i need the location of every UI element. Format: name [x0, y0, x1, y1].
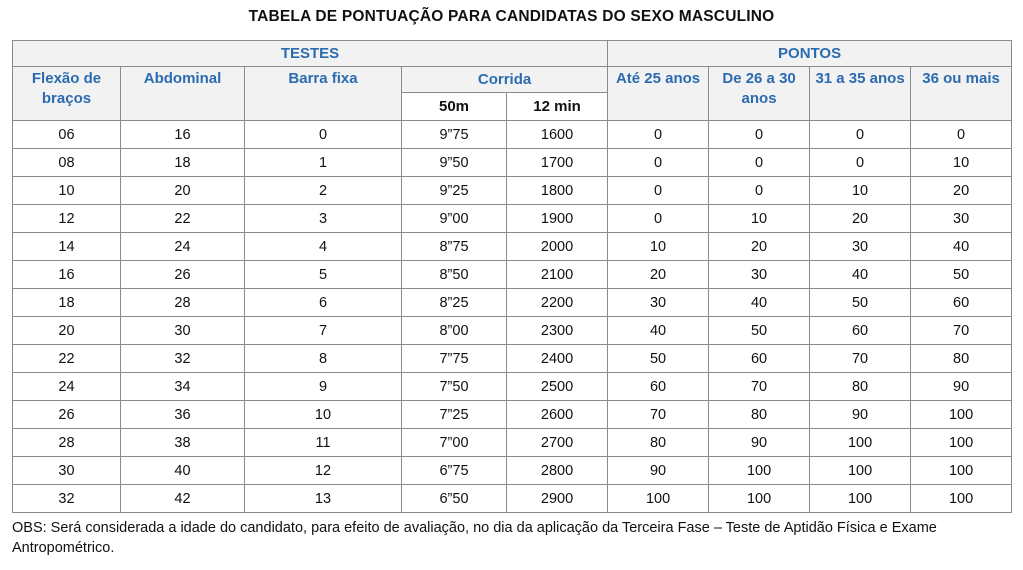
table-cell: 6: [245, 289, 402, 317]
table-cell: 9: [245, 373, 402, 401]
table-cell: 26: [121, 261, 245, 289]
table-cell: 2700: [507, 429, 608, 457]
table-cell: 10: [810, 177, 911, 205]
table-cell: 60: [709, 345, 810, 373]
table-cell: 70: [709, 373, 810, 401]
table-row: [13, 177, 1012, 205]
table-cell: 0: [709, 177, 810, 205]
table-cell: 16: [13, 261, 121, 289]
table-cell: 7”75: [402, 345, 507, 373]
table-cell: 2300: [507, 317, 608, 345]
table-cell: 20: [810, 205, 911, 233]
table-cell: 100: [911, 429, 1012, 457]
table-cell: 5: [245, 261, 402, 289]
table-cell: 60: [810, 317, 911, 345]
table-cell: 2: [245, 177, 402, 205]
table-cell: 70: [911, 317, 1012, 345]
table-cell: 8”25: [402, 289, 507, 317]
table-cell: 1600: [507, 121, 608, 149]
table-cell: 2400: [507, 345, 608, 373]
table-cell: 10: [608, 233, 709, 261]
table-cell: 10: [245, 401, 402, 429]
table-cell: 1900: [507, 205, 608, 233]
table-cell: 32: [121, 345, 245, 373]
table-row: [13, 429, 1012, 457]
table-row: [13, 233, 1012, 261]
table-cell: 9”75: [402, 121, 507, 149]
table-cell: 0: [608, 149, 709, 177]
header-ate-25: Até 25 anos: [608, 67, 709, 121]
table-cell: 50: [810, 289, 911, 317]
table-row: [13, 485, 1012, 513]
table-cell: 90: [709, 429, 810, 457]
table-cell: 22: [13, 345, 121, 373]
table-cell: 18: [13, 289, 121, 317]
table-cell: 0: [810, 149, 911, 177]
table-cell: 30: [608, 289, 709, 317]
table-cell: 50: [608, 345, 709, 373]
table-cell: 24: [13, 373, 121, 401]
table-cell: 20: [13, 317, 121, 345]
table-cell: 9”25: [402, 177, 507, 205]
table-cell: 100: [810, 457, 911, 485]
table-cell: 24: [121, 233, 245, 261]
table-cell: 30: [13, 457, 121, 485]
table-cell: 70: [810, 345, 911, 373]
header-flexao: Flexão de braços: [13, 67, 121, 121]
table-cell: 100: [911, 485, 1012, 513]
header-corrida-12min: 12 min: [507, 93, 608, 121]
table-row: [13, 345, 1012, 373]
table-cell: 8”50: [402, 261, 507, 289]
table-cell: 32: [13, 485, 121, 513]
table-cell: 60: [608, 373, 709, 401]
table-cell: 7”25: [402, 401, 507, 429]
table-cell: 12: [13, 205, 121, 233]
table-cell: 34: [121, 373, 245, 401]
table-cell: 90: [608, 457, 709, 485]
table-cell: 90: [911, 373, 1012, 401]
table-cell: 0: [608, 177, 709, 205]
header-26-a-30: De 26 a 30 anos: [709, 67, 810, 121]
table-cell: 06: [13, 121, 121, 149]
table-cell: 1800: [507, 177, 608, 205]
table-cell: 40: [810, 261, 911, 289]
table-cell: 2800: [507, 457, 608, 485]
header-abdominal: Abdominal: [121, 67, 245, 121]
table-row: [13, 149, 1012, 177]
table-cell: 2600: [507, 401, 608, 429]
table-cell: 50: [709, 317, 810, 345]
table-cell: 100: [709, 485, 810, 513]
header-pontos: PONTOS: [608, 41, 1012, 67]
table-cell: 28: [13, 429, 121, 457]
table-header: [13, 41, 1012, 121]
table-row: [13, 261, 1012, 289]
table-cell: 36: [121, 401, 245, 429]
table-cell: 9”00: [402, 205, 507, 233]
table-cell: 12: [245, 457, 402, 485]
observation-note: OBS: Será considerada a idade do candidato, para efeito de avaliação, no dia da aplicação da Terceira Fase – Teste de Aptidão Física e Exame Antropométrico.: [12, 520, 937, 556]
score-table: [12, 40, 1012, 513]
table-cell: 40: [608, 317, 709, 345]
table-cell: 30: [911, 205, 1012, 233]
header-31-a-35: 31 a 35 anos: [810, 67, 911, 121]
table-cell: 2900: [507, 485, 608, 513]
table-cell: 20: [121, 177, 245, 205]
table-cell: 100: [911, 401, 1012, 429]
table-cell: 90: [810, 401, 911, 429]
table-cell: 40: [911, 233, 1012, 261]
table-cell: 7: [245, 317, 402, 345]
table-cell: 30: [121, 317, 245, 345]
table-cell: 4: [245, 233, 402, 261]
table-cell: 0: [608, 205, 709, 233]
table-cell: 9”50: [402, 149, 507, 177]
table-cell: 80: [709, 401, 810, 429]
table-cell: 38: [121, 429, 245, 457]
table-cell: 18: [121, 149, 245, 177]
table-row: [13, 205, 1012, 233]
table-cell: 50: [911, 261, 1012, 289]
table-cell: 14: [13, 233, 121, 261]
table-cell: 20: [911, 177, 1012, 205]
table-cell: 10: [13, 177, 121, 205]
table-cell: 100: [911, 457, 1012, 485]
table-cell: 80: [810, 373, 911, 401]
table-cell: 7”00: [402, 429, 507, 457]
table-cell: 30: [810, 233, 911, 261]
table-row: [13, 401, 1012, 429]
table-row: [13, 317, 1012, 345]
table-cell: 28: [121, 289, 245, 317]
table-cell: 100: [709, 457, 810, 485]
table-cell: 60: [911, 289, 1012, 317]
table-row: [13, 121, 1012, 149]
table-cell: 10: [709, 205, 810, 233]
table-cell: 100: [810, 429, 911, 457]
table-row: [13, 373, 1012, 401]
table-cell: 08: [13, 149, 121, 177]
table-cell: 20: [709, 233, 810, 261]
page-title: TABELA DE PONTUAÇÃO PARA CANDIDATAS DO SEXO MASCULINO: [248, 8, 775, 25]
table-cell: 0: [709, 121, 810, 149]
table-cell: 1700: [507, 149, 608, 177]
table-cell: 1: [245, 149, 402, 177]
table-body: [13, 121, 1012, 513]
table-cell: 40: [709, 289, 810, 317]
table-cell: 42: [121, 485, 245, 513]
header-36-ou-mais: 36 ou mais: [911, 67, 1012, 121]
table-cell: 30: [709, 261, 810, 289]
table-cell: 2100: [507, 261, 608, 289]
table-cell: 6”75: [402, 457, 507, 485]
table-cell: 2200: [507, 289, 608, 317]
table-cell: 16: [121, 121, 245, 149]
table-cell: 10: [911, 149, 1012, 177]
header-testes: TESTES: [13, 41, 608, 67]
table-cell: 0: [709, 149, 810, 177]
table-cell: 7”50: [402, 373, 507, 401]
table-cell: 80: [911, 345, 1012, 373]
table-cell: 0: [911, 121, 1012, 149]
table-cell: 40: [121, 457, 245, 485]
table-row: [13, 289, 1012, 317]
table-cell: 3: [245, 205, 402, 233]
table-cell: 70: [608, 401, 709, 429]
table-cell: 8”75: [402, 233, 507, 261]
table-cell: 22: [121, 205, 245, 233]
table-cell: 2000: [507, 233, 608, 261]
header-corrida-50m: 50m: [402, 93, 507, 121]
table-cell: 0: [810, 121, 911, 149]
table-cell: 100: [810, 485, 911, 513]
table-cell: 8: [245, 345, 402, 373]
table-cell: 11: [245, 429, 402, 457]
table-cell: 80: [608, 429, 709, 457]
table-cell: 8”00: [402, 317, 507, 345]
header-barra-fixa: Barra fixa: [245, 67, 402, 121]
table-cell: 13: [245, 485, 402, 513]
table-cell: 100: [608, 485, 709, 513]
table-cell: 26: [13, 401, 121, 429]
table-cell: 6”50: [402, 485, 507, 513]
table-cell: 0: [245, 121, 402, 149]
table-row: [13, 457, 1012, 485]
table-cell: 20: [608, 261, 709, 289]
header-corrida: Corrida: [402, 67, 608, 93]
table-cell: 2500: [507, 373, 608, 401]
table-cell: 0: [608, 121, 709, 149]
